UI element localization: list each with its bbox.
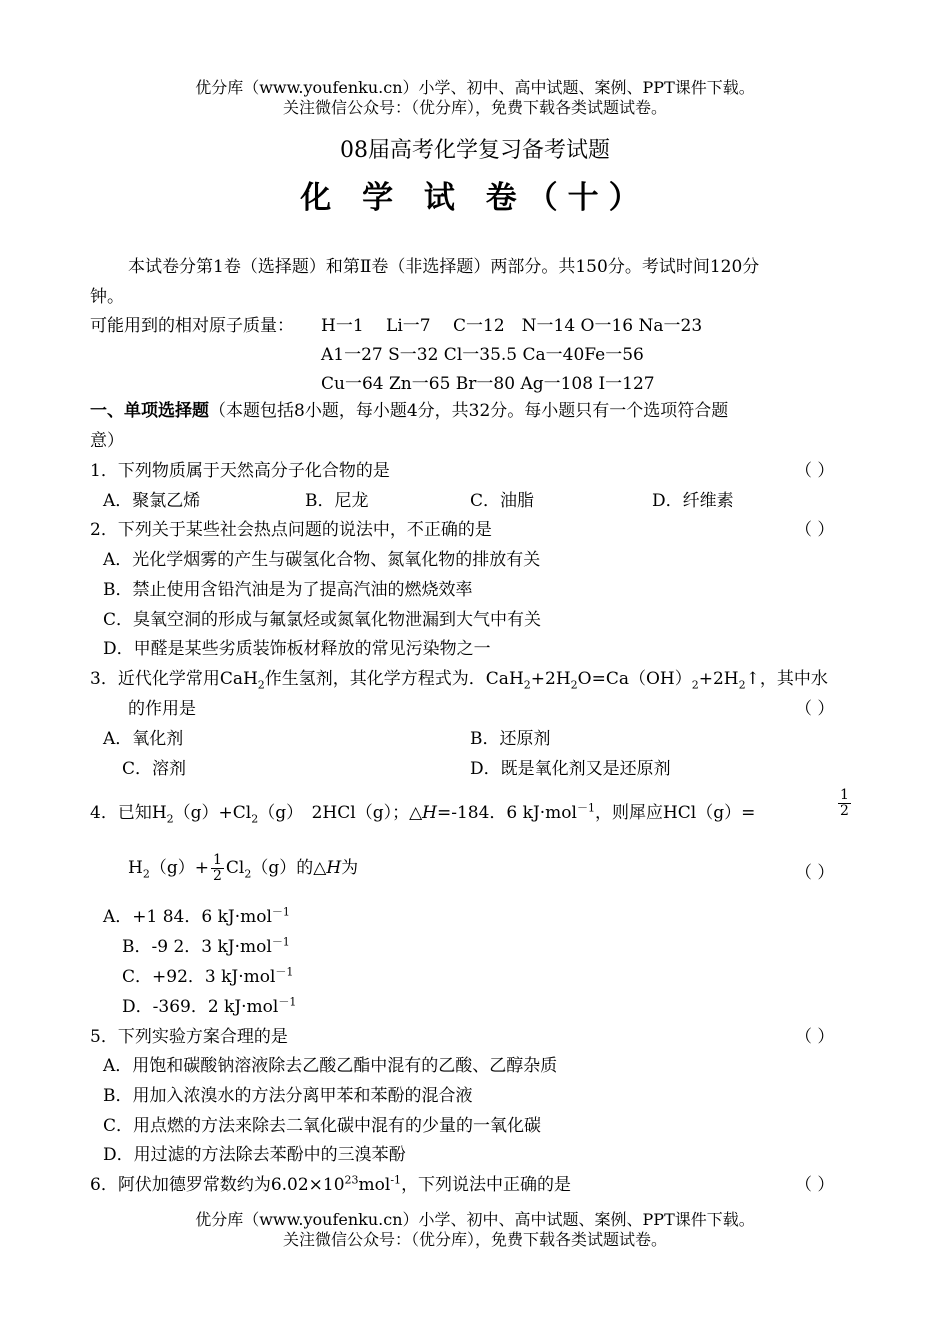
q1-answer-blank[interactable]: （ ）	[795, 461, 835, 481]
q6-stem	[90, 1170, 571, 1195]
section-1-desc-cont: 意）	[90, 431, 124, 451]
superscript: －1	[576, 801, 595, 815]
exam-subtitle: 08届高考化学复习备考试题	[340, 138, 610, 163]
fraction-denominator: 2	[212, 868, 222, 884]
q1-stem: 1．下列物质属于天然高分子化合物的是	[90, 461, 390, 481]
footer-line-2: 关注微信公众号：（优分库），免费下载各类试题试卷。	[282, 1230, 667, 1249]
q4-option-d-text: D．-369．2 kJ·mol	[122, 997, 279, 1017]
section-1-heading	[90, 396, 728, 421]
subscript: 2	[738, 678, 746, 692]
q6-answer-blank[interactable]: （ ）	[795, 1175, 835, 1195]
atomic-mass-row-1: H一1 Li一7 C一12 N一14 O一16 Na一23	[321, 316, 703, 336]
fraction-denominator: 2	[840, 803, 849, 819]
superscript: －1	[271, 905, 290, 919]
enthalpy-symbol: H	[422, 803, 437, 823]
q2-option-b[interactable]: B．禁止使用含铅汽油是为了提高汽油的燃烧效率	[103, 580, 473, 600]
atomic-mass-row-3: Cu一64 Zn一65 Br一80 Ag一108 I一127	[321, 374, 655, 394]
superscript: -1	[390, 1173, 402, 1187]
q6-text-3: ，下列说法中正确的是	[401, 1175, 572, 1195]
enthalpy-symbol: H	[326, 858, 342, 878]
q4-option-a-text: A．+1 84．6 kJ·mol	[103, 907, 272, 927]
q1-option-c[interactable]: C．油脂	[470, 491, 535, 511]
q3-text-4: O=Ca（OH）	[577, 669, 692, 689]
q5-option-c[interactable]: C．用点燃的方法来除去二氧化碳中混有的少量的一氧化碳	[103, 1116, 542, 1136]
q2-option-c[interactable]: C．臭氧空洞的形成与氟氯烃或氮氧化物泄漏到大气中有关	[103, 610, 542, 630]
q4-option-c-text: C．+92．3 kJ·mol	[122, 967, 276, 987]
q3-text-1: 3．近代化学常用CaH	[90, 669, 258, 689]
q3-option-a[interactable]: A．氧化剂	[103, 729, 184, 749]
header-line-1: 优分库（www.youfenku.cn）小学、初中、高中试题、案例、PPT课件下载。	[195, 78, 755, 97]
intro-line-2: 钟。	[90, 287, 124, 307]
q4-l2-text-5: 为	[341, 858, 359, 878]
q4-text-3: （g） 2HCl（g）；△	[258, 803, 423, 823]
q4-fraction-half-2	[211, 853, 224, 884]
subscript: 2	[166, 812, 174, 826]
subscript: 2	[691, 678, 699, 692]
superscript: －1	[275, 965, 294, 979]
section-1-desc: （本题包括8小题，每小题4分，共32分。每小题只有一个选项符合题	[209, 401, 729, 421]
q4-stem-line-2	[128, 853, 358, 884]
superscript: 23	[344, 1173, 359, 1187]
q4-l2-text-1: H	[128, 858, 143, 878]
q5-stem: 5．下列实验方案合理的是	[90, 1027, 288, 1047]
q3-option-b[interactable]: B．还原剂	[470, 729, 551, 749]
q1-option-b[interactable]: B．尼龙	[305, 491, 369, 511]
atomic-mass-row-2: A1一27 S一32 Cl一35.5 Ca一40Fe一56	[321, 345, 644, 365]
q3-text-3: +2H	[530, 669, 571, 689]
q4-option-c[interactable]	[122, 962, 293, 987]
q4-option-b-text: B．-9 2．3 kJ·mol	[122, 937, 272, 957]
q4-text-2: （g）+Cl	[173, 803, 252, 823]
q4-l2-text-3: Cl	[225, 858, 245, 878]
subscript: 2	[257, 678, 265, 692]
subscript: 2	[244, 867, 252, 881]
q4-answer-blank[interactable]: （ ）	[795, 863, 835, 883]
q4-text-4: =-184．6 kJ·mol	[437, 803, 577, 823]
q4-option-d[interactable]	[122, 992, 296, 1017]
q3-stem	[90, 664, 828, 691]
q3-option-c[interactable]: C．溶剂	[122, 759, 187, 779]
atomic-mass-label: 可能用到的相对原子质量：	[90, 316, 294, 336]
superscript: －1	[271, 935, 290, 949]
header-line-2: 关注微信公众号：（优分库），免费下载各类试题试卷。	[282, 98, 667, 117]
q2-answer-blank[interactable]: （ ）	[795, 520, 835, 540]
fraction-numerator: 1	[840, 787, 849, 803]
q6-text-1: 6．阿伏加德罗常数约为6.02×10	[90, 1175, 345, 1195]
q5-option-a[interactable]: A．用饱和碳酸钠溶液除去乙酸乙酯中混有的乙酸、乙醇杂质	[103, 1056, 558, 1076]
q2-option-a[interactable]: A．光化学烟雾的产生与碳氢化合物、氮氧化物的排放有关	[103, 550, 541, 570]
q4-text-1: 4．已知H	[90, 803, 167, 823]
q2-stem: 2．下列关于某些社会热点问题的说法中，不正确的是	[90, 520, 492, 540]
q3-text-2: 作生氢剂，其化学方程式为．CaH	[264, 669, 524, 689]
section-1-title: 一、单项选择题	[90, 401, 209, 421]
q4-l2-text-2: （g）+	[149, 858, 209, 878]
q5-answer-blank[interactable]: （ ）	[795, 1027, 835, 1047]
q5-option-b[interactable]: B．用加入浓溴水的方法分离甲苯和苯酚的混合液	[103, 1086, 473, 1106]
q1-option-d[interactable]: D．纤维素	[652, 491, 734, 511]
q2-option-d[interactable]: D．甲醛是某些劣质装饰板材释放的常见污染物之一	[103, 639, 491, 659]
exam-title: 化 学 试 卷（十）	[300, 180, 650, 216]
footer-line-1: 优分库（www.youfenku.cn）小学、初中、高中试题、案例、PPT课件下载。	[195, 1210, 755, 1229]
q3-text-6: ↑，其中水	[745, 669, 828, 689]
q4-stem	[90, 798, 755, 825]
subscript: 2	[142, 867, 150, 881]
fraction-numerator: 1	[212, 852, 222, 868]
q4-fraction-half	[836, 788, 853, 819]
subscript: 2	[570, 678, 578, 692]
q6-text-2: mol	[358, 1175, 391, 1195]
intro-line-1: 本试卷分第1卷（选择题）和第Ⅱ卷（非选择题）两部分。共150分。考试时间120分	[128, 257, 760, 277]
superscript: －1	[278, 995, 297, 1009]
q4-l2-text-4: （g）的△	[251, 858, 327, 878]
q3-answer-blank[interactable]: （ ）	[795, 699, 835, 719]
subscript: 2	[251, 812, 259, 826]
q1-option-a[interactable]: A．聚氯乙烯	[103, 491, 201, 511]
q4-text-5: ，则犀应HCl（g）=	[594, 803, 756, 823]
q3-text-5: +2H	[698, 669, 739, 689]
q3-option-d[interactable]: D．既是氧化剂又是还原剂	[470, 759, 671, 779]
q5-option-d[interactable]: D．用过滤的方法除去苯酚中的三溴苯酚	[103, 1145, 406, 1165]
q3-stem-cont: 的作用是	[128, 699, 196, 719]
subscript: 2	[523, 678, 531, 692]
q4-option-a[interactable]	[103, 902, 290, 927]
q4-option-b[interactable]	[122, 932, 290, 957]
